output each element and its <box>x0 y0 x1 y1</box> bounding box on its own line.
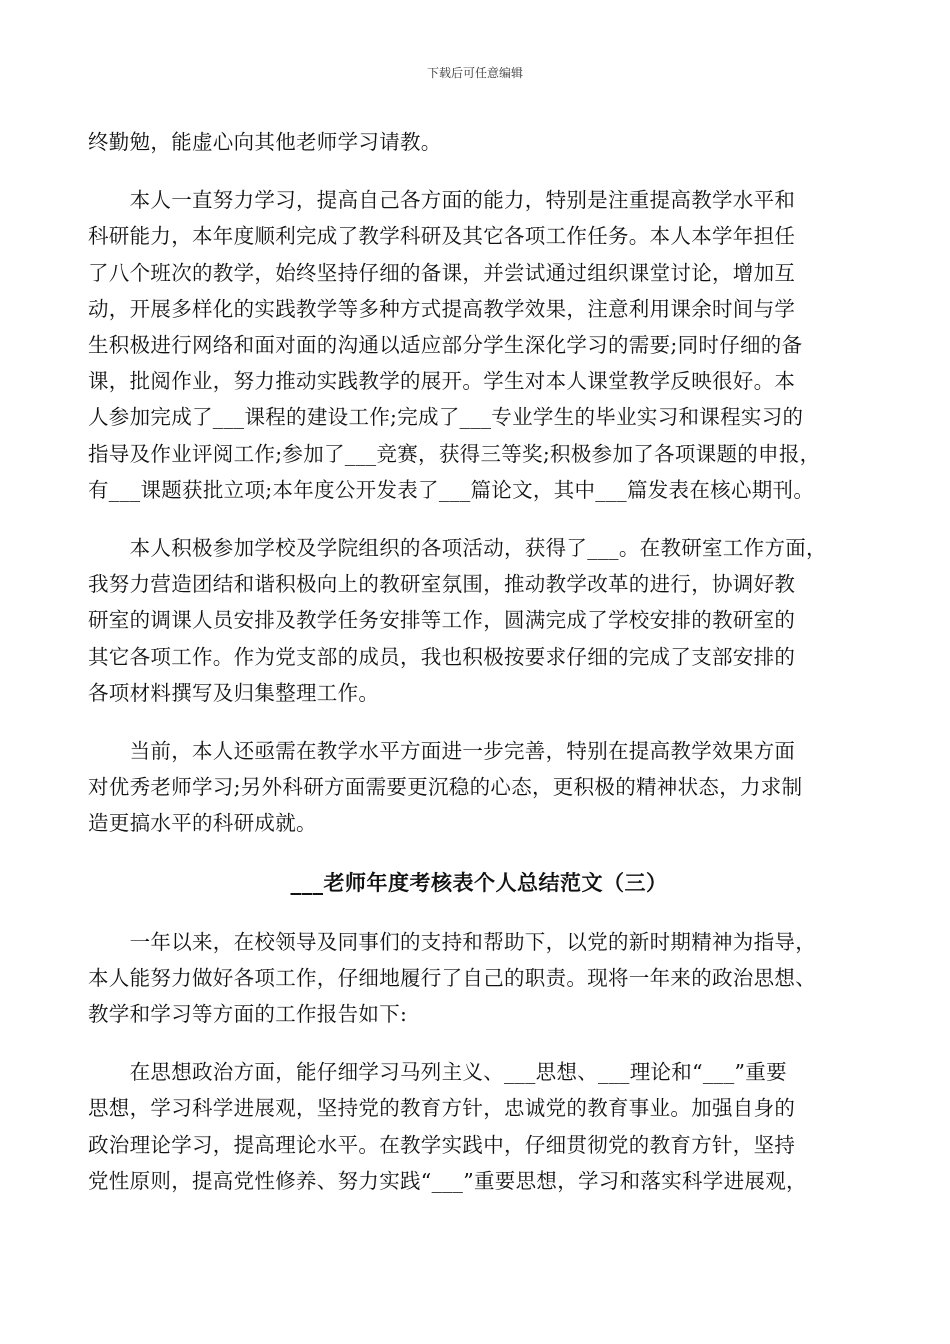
text-line: 对优秀老师学习;另外科研方面需要更沉稳的心态，更积极的精神状态，力求制 <box>88 775 803 800</box>
paragraph <box>88 124 870 160</box>
text-line: 课，批阅作业，努力推动实践教学的展开。学生对本人课堂教学反映很好。本 <box>88 369 796 394</box>
paragraph <box>88 733 870 842</box>
text-line: 一年以来，在校领导及同事们的支持和帮助下，以党的新时期精神为指导， <box>88 929 816 954</box>
text-line: 当前，本人还亟需在教学水平方面进一步完善，特别在提高教学效果方面 <box>88 739 796 764</box>
paragraph <box>88 1054 870 1199</box>
text-line: 思想，学习科学进展观，坚持党的教育方针，忠诚党的教育事业。加强自身的 <box>88 1096 796 1121</box>
page-header: 下载后可任意编辑 <box>426 66 523 80</box>
text-line: 人参加完成了___课程的建设工作;完成了___专业学生的毕业实习和课程实习的 <box>88 405 804 430</box>
text-line: 各项材料撰写及归集整理工作。 <box>88 680 380 705</box>
text-line: 政治理论学习，提高理论水平。在教学实践中，仔细贯彻党的教育方针，坚持 <box>88 1132 796 1157</box>
text-line: 本人积极参加学校及学院组织的各项活动，获得了___。在教研室工作方面， <box>88 536 827 561</box>
text-line: 终勤勉，能虚心向其他老师学习请教。 <box>88 130 442 154</box>
text-line: 生积极进行网络和面对面的沟通以适应部分学生深化学习的需要;同时仔细的备 <box>88 333 803 358</box>
paragraph <box>88 530 870 711</box>
paragraph <box>88 182 870 508</box>
text-line: 有___课题获批立项;本年度公开发表了___篇论文，其中___篇发表在核心期刊。 <box>88 477 815 502</box>
text-line: 造更搞水平的科研成就。 <box>88 811 317 836</box>
text-line: 研室的调课人员安排及教学任务安排等工作，圆满完成了学校安排的教研室的 <box>88 608 796 633</box>
paragraph <box>88 924 870 1033</box>
text-line: 本人能努力做好各项工作，仔细地履行了自己的职责。现将一年来的政治思想、 <box>88 965 816 990</box>
text-line: 了八个班次的教学，始终坚持仔细的备课，并尝试通过组织课堂讨论，增加互 <box>88 260 796 285</box>
text-line: 在思想政治方面，能仔细学习马列主义、___思想、___理论和“___”重要 <box>88 1060 787 1085</box>
text-line: 动，开展多样化的实践教学等多种方式提高教学效果，注意利用课余时间与学 <box>88 296 796 321</box>
text-line: 本人一直努力学习，提高自己各方面的能力，特别是注重提高教学水平和 <box>88 188 796 213</box>
text-line: 科研能力，本年度顺利完成了教学科研及其它各项工作任务。本人本学年担任 <box>88 224 796 249</box>
document-body <box>88 124 870 1221</box>
text-line: 其它各项工作。作为党支部的成员，我也积极按要求仔细的完成了支部安排的 <box>88 644 796 669</box>
text-line: 指导及作业评阅工作;参加了___竞赛，获得三等奖;积极参加了各项课题的申报， <box>88 441 821 466</box>
text-line: 我努力营造团结和谐积极向上的教研室氛围，推动教学改革的进行，协调好教 <box>88 572 796 597</box>
text-line: 党性原则，提高党性修养、努力实践“___”重要思想，学习和落实科学进展观， <box>88 1168 807 1193</box>
section-title: ___老师年度考核表个人总结范文（三） <box>290 869 668 895</box>
text-line: 教学和学习等方面的工作报告如下: <box>88 1002 408 1027</box>
